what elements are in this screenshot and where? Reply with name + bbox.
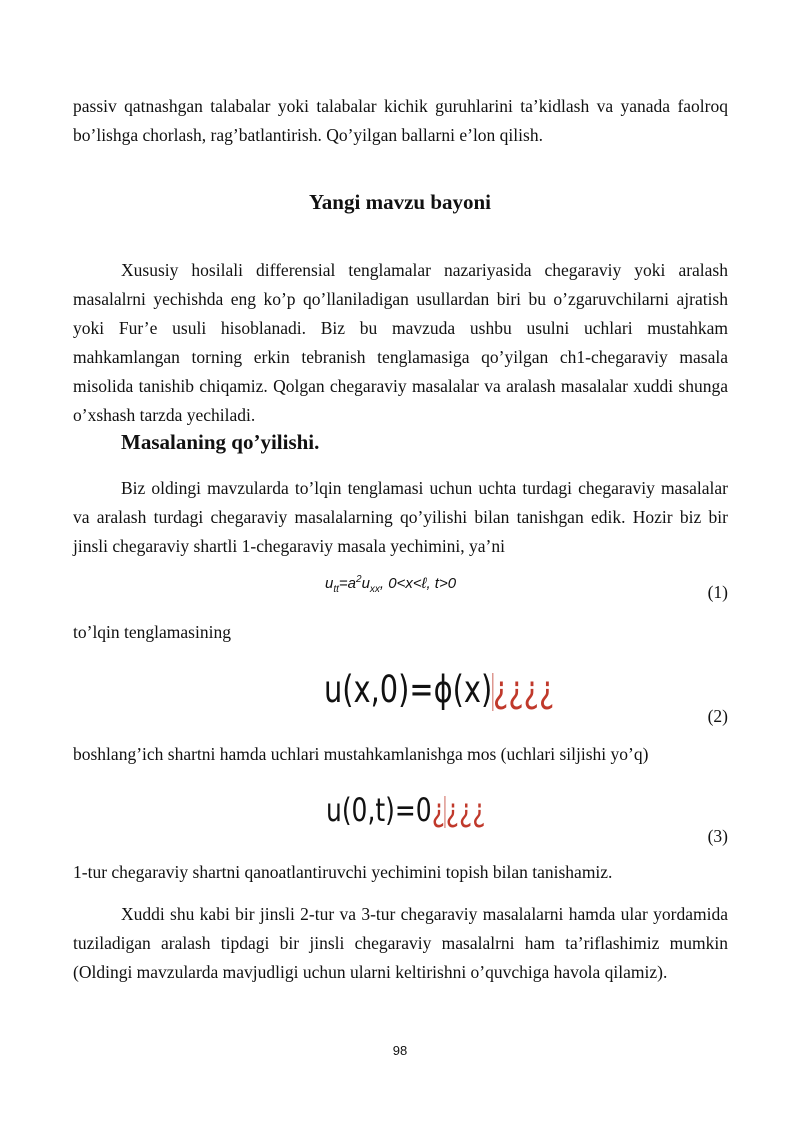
equation-number-3: (3): [707, 826, 728, 846]
equation-number-2: (2): [707, 706, 728, 726]
text-after-equation-3: 1-tur chegaraviy shartni qanoatlantiruvchi yechimini topish bilan tanishamiz.: [73, 862, 613, 882]
equation-number-1: (1): [707, 582, 728, 602]
paragraph-intro-continuation: passiv qatnashgan talabalar yoki talabalar kichik guruhlarini ta’kidlash va yanada faolroq bo’lishga chorlash, rag’batlantirish. Qo’yilgan ballarni e’lon qilish.: [73, 96, 728, 145]
equation-initial-condition: u(x,0)=ϕ(x)¿¿¿¿: [324, 668, 555, 711]
text-after-equation-1: to’lqin tenglamasining: [73, 622, 231, 642]
subsection-title: Masalaning qo’yilishi.: [121, 430, 320, 454]
page-number: 98: [392, 1043, 408, 1058]
section-title: Yangi mavzu bayoni: [308, 190, 492, 214]
paragraph-problem-statement: Biz oldingi mavzularda to’lqin tenglamasi uchun uchta turdagi chegaraviy masalalar va aralash turdagi chegaraviy masalalarning qo’yilishi bilan tanishgan edik. Hozir biz bir jinsli chegaraviy shartli 1-chegaraviy masala yechimini, ya’ni: [73, 478, 728, 556]
equation-boundary-condition: u(0,t)=0¿¿¿¿: [326, 791, 486, 829]
paragraph-conclusion: Xuddi shu kabi bir jinsli 2-tur va 3-tur chegaraviy masalalarni hamda ular yordamida tuziladigan aralash tipdagi bir jinsli chegaraviy masalalrni ham ta’riflashimiz mumkin (Oldingi mavzularda mavjudligi uchun ularni keltirishni o’quvchiga havola qilamiz).: [73, 904, 728, 982]
equation-wave: $u_{tt}=a^2u_{xx}$, 0<x<ℓ, t>0: [325, 574, 457, 595]
text-after-equation-2: boshlang’ich shartni hamda uchlari mustahkamlanishga mos (uchlari siljishi yo’q): [73, 744, 649, 764]
paragraph-method-overview: Xususiy hosilali differensial tenglamalar nazariyasida chegaraviy yoki aralash masalalrni yechishda eng ko’p qo’llaniladigan usullardan biri bu o’zgaruvchilarni ajratish yoki Fur’e usuli hisoblanadi. Biz bu mavzuda ushbu usulni uchlari mustahkam mahkamlangan torning erkin tebranish tenglamasiga qo’yilgan ch1-chegaraviy masala misolida tanishib chiqamiz. Qolgan chegaraviy masalalar va aralash masalalar xuddi shunga o’xshash tarzda yechiladi.: [73, 260, 728, 425]
